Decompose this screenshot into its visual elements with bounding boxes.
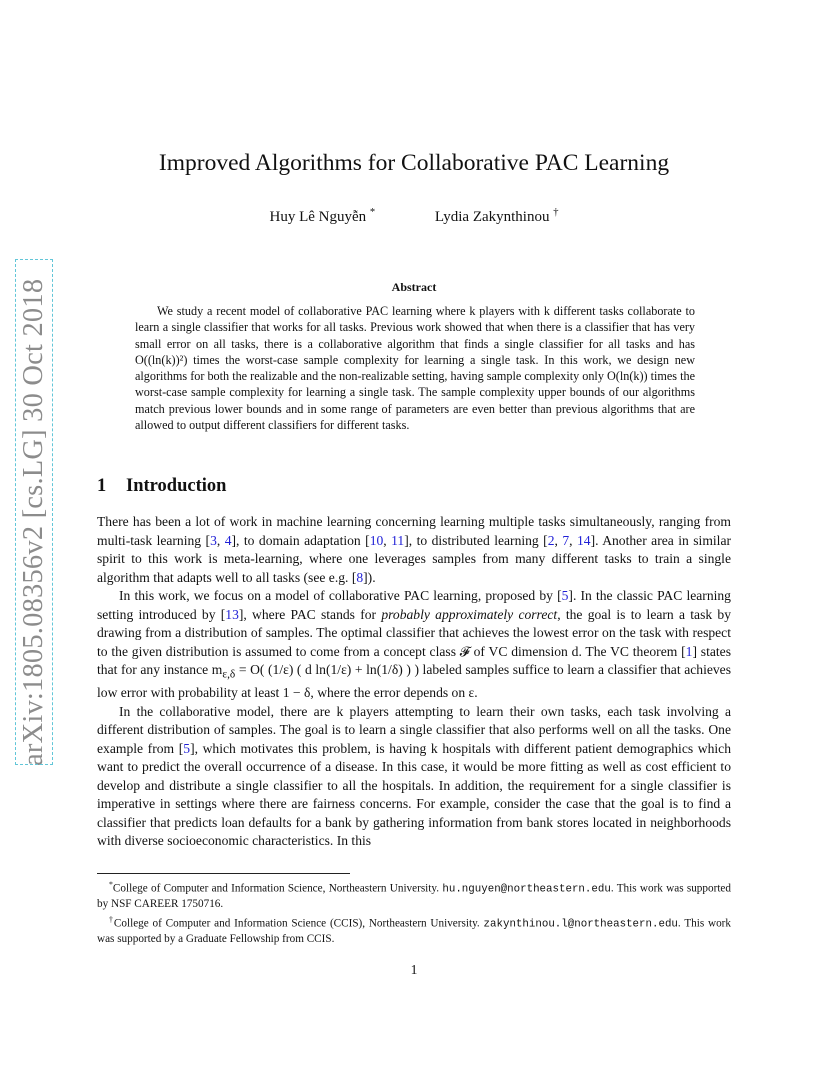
intro-paragraph-3: In the collaborative model, there are k players attempting to learn their own tasks, each task involving a different distribution of samples. The goal is to learn a single classifier that also performs well on all the tasks. One example from [5], which motivates this problem, is having k hospitals with different patient demographics which want to predict the overall occurrence of a disease. In this case, it would be more fitting as well as cost efficient to develop and distribute a single classifier to all the hospitals. In addition, the requirement for a single classifier is imperative in settings where there are fairness concerns. For example, consider the case that the goal is to find a classifier that predicts loan defaults for a bank by gathering information from bank stores located in neighborhoods with diverse socioeconomic characteristics. In this <box>97 703 731 849</box>
footnote-2: †College of Computer and Information Science (CCIS), Northeastern University. zakynthinou.l@northeastern.edu. This work was supported by a Graduate Fellowship from CCIS. <box>97 915 731 946</box>
math-subscript: ε,δ <box>222 668 236 681</box>
citation-link[interactable]: 5 <box>561 588 569 603</box>
intro-paragraph-2: In this work, we focus on a model of collaborative PAC learning, proposed by [5]. In the classic PAC learning setting introduced by [13], where PAC stands for probably approximately correct, the goal is to learn a task by drawing from a distribution of samples. The optimal classifier that achieves the lowest error on the task with respect to the given distribution is assumed to come from a concept class 𝓕 of VC dimension d. The VC theorem [1] states that for any instance $m_{\varepsilon,\delta} = O$( (1/ε) ( d ln(1/ε) + ln(1/δ) ) ) labeled samples suffice to learn a classifier that achieves low error with probability at least 1 − δ, where the error depends on ε. <box>97 588 732 701</box>
page-number: 1 <box>410 962 418 977</box>
arxiv-identifier-stamp: arXiv:1805.08356v2 [cs.LG] 30 Oct 2018 <box>14 258 54 766</box>
citation-link[interactable]: 13 <box>225 606 239 622</box>
author-2 <box>435 207 559 226</box>
citation-link[interactable]: 8 <box>356 569 364 585</box>
citation-link[interactable]: 4 <box>224 532 232 548</box>
email-address[interactable]: zakynthinou.l@northeastern.edu <box>483 919 678 932</box>
section-number: 1 <box>97 476 107 496</box>
citation-link[interactable]: 1 <box>685 643 693 659</box>
citation-link[interactable]: 7 <box>562 532 570 548</box>
section-heading <box>97 476 226 497</box>
citation-link[interactable]: 5 <box>183 740 191 756</box>
footnote-separator <box>97 873 350 874</box>
intro-paragraph-1: There has been a lot of work in machine learning concerning learning multiple tasks simultaneously, ranging from multi-task learning [3, 4], to domain adaptation [10, 11], to distributed learning [2, 7, 14]. Another area in similar spirit to this work is meta-learning, where one leverages samples from many different tasks to train a single algorithm that adapts well to all tasks (see e.g. [8]). <box>97 514 732 585</box>
footnote-1: *College of Computer and Information Science, Northeastern University. hu.nguyen@northeastern.edu. This work was supported by NSF CAREER 1750716. <box>97 880 731 911</box>
section-title: Introduction <box>126 476 227 496</box>
citation-link[interactable]: 2 <box>547 532 555 548</box>
footnotes <box>97 878 731 949</box>
abstract-text: We study a recent model of collaborative PAC learning where k players with k different tasks collaborate to learn a single classifier that works for all tasks. Previous work showed that when there is a classifier that has very small error on all tasks, there is a collaborative algorithm that finds a single classifier for all tasks and has O((ln(k))²) times the worst-case sample complexity for learning a single task. In this work, we design new algorithms for both the realizable and the non-realizable setting, having sample complexity only O(ln(k)) times the worst-case sample complexity for learning a single task. The sample complexity upper bounds of our algorithms match previous lower bounds and in some range of parameters are even better than previous algorithms that are allowed to output different classifiers for different tasks. <box>135 304 695 433</box>
intro-body <box>97 513 731 851</box>
paper-title: Improved Algorithms for Collaborative PAC Learning <box>158 150 670 176</box>
emphasis-text: probably approximately correct <box>381 606 558 622</box>
author-name: Lydia Zakynthinou <box>434 209 550 225</box>
abstract-heading: Abstract <box>391 280 437 294</box>
footnote-mark: † <box>553 207 559 218</box>
author-1 <box>270 207 376 226</box>
email-address[interactable]: hu.nguyen@northeastern.edu <box>442 883 611 896</box>
citation-link[interactable]: 10 <box>369 532 384 548</box>
footnote-mark: * <box>369 207 376 218</box>
citation-link[interactable]: 11 <box>391 532 405 548</box>
citation-link[interactable]: 3 <box>210 532 217 548</box>
author-list <box>0 207 828 226</box>
citation-link[interactable]: 14 <box>576 532 591 548</box>
author-name: Huy Lê Nguyễn <box>269 209 367 225</box>
